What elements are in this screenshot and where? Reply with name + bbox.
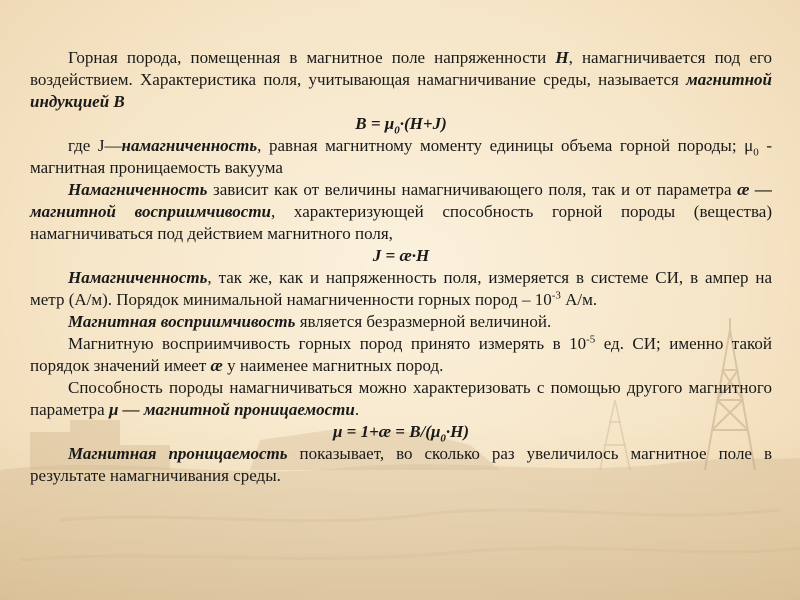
text-paragraph bbox=[30, 333, 772, 377]
emphasized-term: ·(H+J) bbox=[399, 114, 447, 133]
text-run: , так же, как и напряженность поля, измеряется в системе СИ, в ампер на метр (А/м). Порядок минимальной намагниченности горных пород – 10 bbox=[30, 268, 772, 309]
emphasized-term: H bbox=[555, 48, 569, 67]
text-paragraph bbox=[30, 179, 772, 245]
emphasized-term: μ = 1+æ = B/(μ bbox=[332, 422, 441, 441]
text-paragraph bbox=[30, 377, 772, 421]
text-run: ед. СИ; именно такой порядок значений имеет bbox=[30, 334, 772, 375]
text-run: где J— bbox=[68, 136, 122, 155]
text-run: Способность породы намагничиваться можно характеризовать с помощью другого магнитного параметра bbox=[30, 378, 772, 419]
superscript: -5 bbox=[586, 333, 596, 346]
emphasized-term: магнитной индукцией B bbox=[30, 70, 772, 111]
text-run: Магнитную восприимчивость горных пород принято измерять в 10 bbox=[68, 334, 587, 353]
emphasized-term: 0 bbox=[440, 432, 446, 445]
text-run: Горная порода, помещенная в магнитное поле напряженности bbox=[68, 48, 556, 67]
emphasized-term: J = æ·H bbox=[372, 246, 430, 265]
emphasized-term: B = μ bbox=[355, 114, 395, 133]
superscript: -3 bbox=[551, 289, 561, 302]
text-paragraph bbox=[30, 267, 772, 311]
text-run: является безразмерной величиной. bbox=[295, 312, 552, 331]
text-run: - магнитная проницаемость вакуума bbox=[30, 136, 773, 177]
emphasized-term: æ bbox=[210, 356, 223, 375]
text-run: показывает, во сколько раз увеличилось магнитное поле в результате намагничивания среды. bbox=[30, 444, 772, 485]
emphasized-term: 0 bbox=[394, 124, 400, 137]
text-run: , равная магнитному моменту единицы объема горной породы; μ bbox=[257, 136, 754, 155]
emphasized-term: μ — магнитной проницаемости bbox=[108, 400, 355, 419]
text-paragraph bbox=[30, 311, 772, 333]
text-run: . bbox=[354, 400, 360, 419]
emphasized-term: æ — магнитной восприимчивости bbox=[30, 180, 772, 221]
text-run: у наименее магнитных пород. bbox=[222, 356, 444, 375]
formula-line bbox=[30, 245, 772, 267]
text-paragraph bbox=[30, 47, 772, 113]
emphasized-term: ·H) bbox=[445, 422, 470, 441]
emphasized-term: Намагниченность bbox=[68, 180, 208, 199]
text-paragraph bbox=[30, 443, 772, 487]
text-run: зависит как от величины намагничивающего поля, так и от параметра bbox=[207, 180, 738, 199]
formula-line bbox=[30, 421, 772, 443]
emphasized-term: намагниченность bbox=[121, 136, 258, 155]
formula-line bbox=[30, 113, 772, 135]
emphasized-term: Магнитная проницаемость bbox=[68, 444, 288, 463]
emphasized-term: Магнитная восприимчивость bbox=[68, 312, 296, 331]
emphasized-term: Намагниченность bbox=[68, 268, 208, 287]
slide-text-body bbox=[30, 47, 772, 487]
subscript: 0 bbox=[753, 146, 759, 159]
text-run: А/м. bbox=[560, 290, 598, 309]
text-run: , намагничивается под его воздействием. Характеристика поля, учитывающая намагничивание среды, называется bbox=[30, 48, 773, 89]
text-paragraph bbox=[30, 135, 772, 179]
text-run: , характеризующей способность горной породы (вещества) намагничиваться под действием магнитного поля, bbox=[30, 202, 772, 243]
